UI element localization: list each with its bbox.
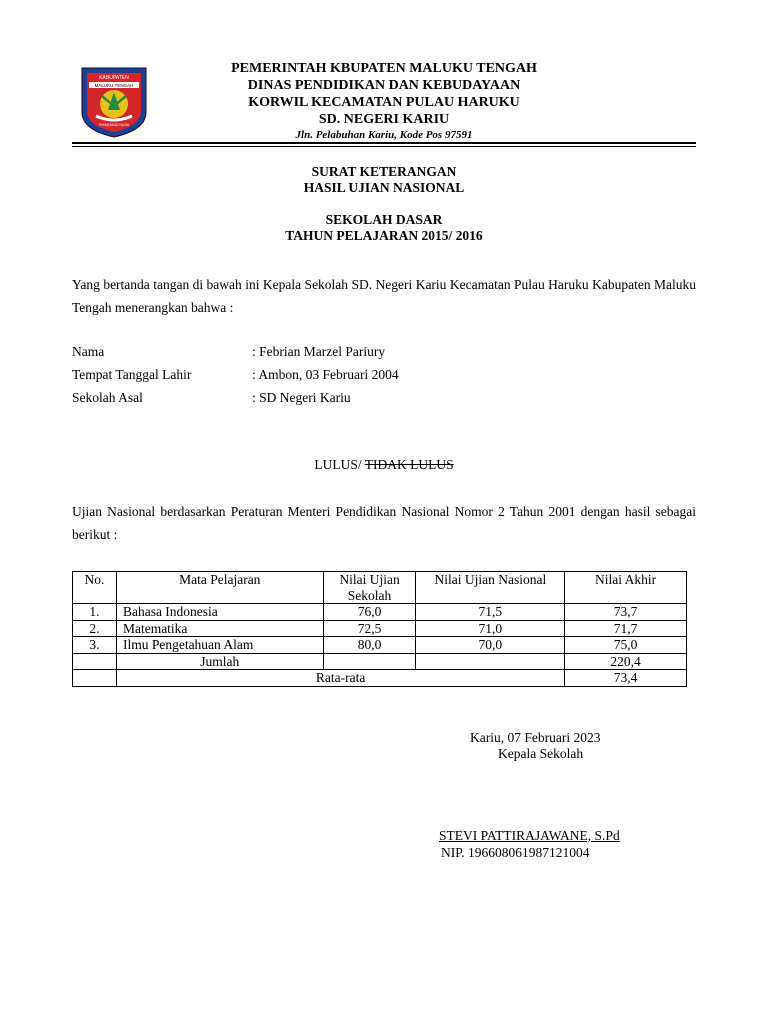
average-value: 73,4 [565, 670, 687, 687]
signatory-name: STEVI PATTIRAJAWANE, S.Pd [439, 828, 620, 843]
letterhead-government: PEMERINTAH KBUPATEN MALUKU TENGAH [231, 61, 537, 76]
row-final-score: 75,0 [565, 637, 687, 654]
header-subject: Mata Pelajaran [116, 572, 323, 604]
row-subject: Bahasa Indonesia [116, 604, 323, 621]
intro-paragraph: Yang bertanda tangan di bawah ini Kepala Sekolah SD. Negeri Kariu Kecamatan Pulau Haruku Kabupaten Maluku Tengah menerangkan bahwa : [72, 277, 696, 315]
signature-position: Kepala Sekolah [498, 746, 584, 761]
name-label: Nama [72, 344, 105, 359]
average-label: Rata-rata [116, 670, 564, 687]
row-school-score: 72,5 [323, 620, 416, 637]
row-final-score: 73,7 [565, 604, 687, 621]
signature-place-date: Kariu, 07 Februari 2023 [470, 730, 601, 745]
row-national-score: 71,0 [416, 620, 565, 637]
school-label: Sekolah Asal [72, 390, 143, 405]
header-final-score: Nilai Akhir [565, 572, 687, 604]
letterhead-school: SD. NEGERI KARIU [318, 112, 450, 127]
student-name-row [72, 344, 672, 362]
logo-bottom-text: PAMAHANU NUSA [98, 123, 130, 127]
header-school-score: Nilai Ujian Sekolah [323, 572, 416, 604]
total-spacer-cell [73, 653, 117, 670]
title-line-3: SEKOLAH DASAR [325, 212, 443, 227]
row-school-score: 76,0 [323, 604, 416, 621]
average-spacer-cell [73, 670, 117, 687]
table-row [73, 604, 687, 621]
logo-banner-text: MALUKU TENGAH [94, 83, 134, 88]
row-subject: Ilmu Pengetahuan Alam [116, 637, 323, 654]
grades-table [72, 571, 687, 687]
table-average-row [73, 670, 687, 687]
graduation-status [0, 457, 768, 473]
title-line-2: HASIL UJIAN NASIONAL [303, 180, 465, 195]
table-total-row [73, 653, 687, 670]
table-row [73, 620, 687, 637]
table-row [73, 637, 687, 654]
letterhead [150, 60, 618, 142]
header-national-score: Nilai Ujian Nasional [416, 572, 565, 604]
title-line-1: SURAT KETERANGAN [311, 164, 457, 179]
row-school-score: 80,0 [323, 637, 416, 654]
letterhead-agency: DINAS PENDIDIKAN DAN KEBUDAYAAN [247, 78, 521, 93]
total-value: 220,4 [565, 653, 687, 670]
total-empty-school [323, 653, 416, 670]
row-no: 3. [73, 637, 117, 654]
logo-top-text: KABUPATEN [99, 75, 129, 81]
total-label: Jumlah [116, 653, 323, 670]
letterhead-address: Jln. Pelabuhan Kariu, Kode Pos 97591 [295, 129, 473, 141]
total-empty-national [416, 653, 565, 670]
title-line-4: TAHUN PELAJARAN 2015/ 2016 [285, 228, 483, 243]
basis-paragraph: Ujian Nasional berdasarkan Peraturan Menteri Pendidikan Nasional Nomor 2 Tahun 2001 dengan hasil sebagai berikut : [72, 504, 696, 542]
header-no: No. [73, 572, 117, 604]
name-value: : Febrian Marzel Pariury [252, 344, 386, 359]
letterhead-rule-thick [72, 142, 696, 144]
document-subtitle [72, 212, 696, 244]
row-subject: Matematika [116, 620, 323, 637]
row-no: 2. [73, 620, 117, 637]
table-header-row [73, 572, 687, 604]
row-national-score: 70,0 [416, 637, 565, 654]
status-pass: LULUS/ [314, 457, 365, 472]
birth-value: : Ambon, 03 Februari 2004 [252, 367, 399, 382]
regency-emblem-logo [78, 66, 150, 138]
row-no: 1. [73, 604, 117, 621]
student-school-row [72, 390, 672, 408]
signatory-nip: NIP. 196608061987121004 [441, 845, 590, 860]
row-final-score: 71,7 [565, 620, 687, 637]
school-value: : SD Negeri Kariu [252, 390, 351, 405]
student-birth-row [72, 367, 672, 385]
birth-label: Tempat Tanggal Lahir [72, 367, 192, 382]
status-fail-struck: TIDAK LULUS [364, 457, 454, 472]
row-national-score: 71,5 [416, 604, 565, 621]
letterhead-district: KORWIL KECAMATAN PULAU HARUKU [248, 95, 520, 110]
letterhead-rule-thin [72, 146, 696, 147]
document-title [72, 164, 696, 196]
